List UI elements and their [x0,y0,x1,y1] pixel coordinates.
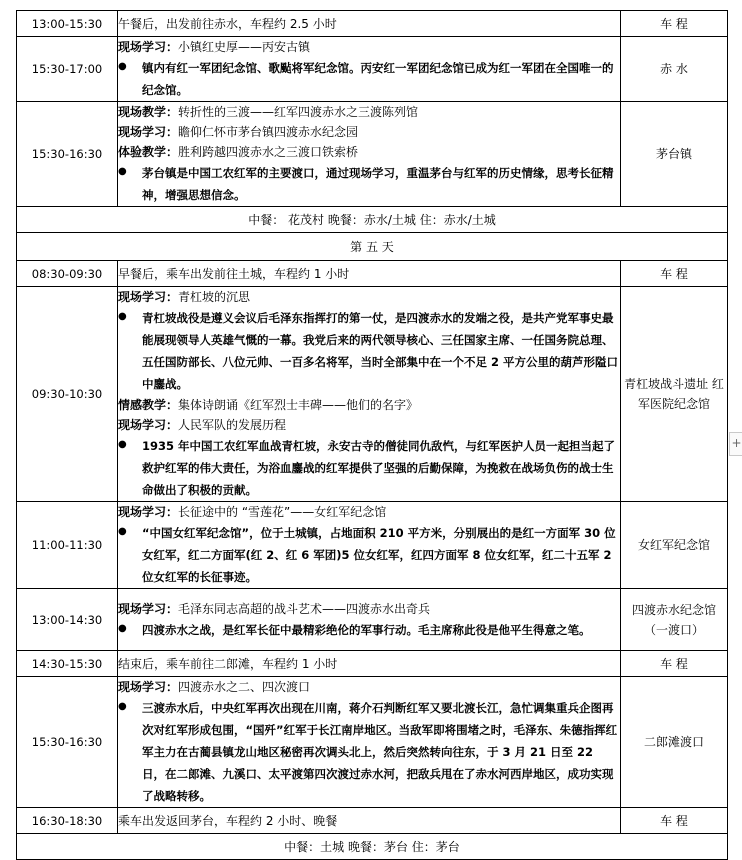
bullet-item [118,697,620,807]
activity-label: 现场学习： [118,418,179,432]
activity-cell [118,589,621,651]
bullet-dot-icon: ● [118,61,127,72]
time-cell: 11:00-11:30 [17,502,118,589]
activity-text: 转折性的三渡——红军四渡赤水之三渡陈列馆 [178,105,419,119]
time-cell: 14:30-15:30 [17,651,118,677]
day-heading: 第 五 天 [17,233,728,261]
activity-cell [118,502,621,589]
bullet-item [118,435,620,501]
bullet-dot-icon: ● [118,166,127,177]
activity-line [118,122,620,142]
meal-info: 中餐： 花茂村 晚餐：赤水/土城 住：赤水/土城 [17,207,728,233]
bullet-dot-icon: ● [118,622,127,634]
activity-label: 体验教学： [118,145,179,159]
activity-line [118,502,620,522]
activity-label: 现场学习： [118,290,179,304]
activity-text: 乘车出发返回茅台，车程约 2 小时、晚餐 [118,813,338,828]
activity-line [118,142,620,162]
schedule-row [17,287,728,502]
location-cell: 赤 水 [621,37,728,102]
bullet-text: 青杠坡战役是遵义会议后毛泽东指挥打的第一仗，是四渡赤水的发端之役，是共产党军事史最能展现领导人英雄气慨的一幕。我党后来的两代领导核心、三任国家主席、一任国务院总理、五任国防部长、八位元帅、一百多名将军，当时全部集中在一个不足 2 平方公里的葫芦形隘口中鏖战。 [142,311,619,391]
activity-line [118,677,620,697]
activity-text: 四渡赤水之二、四次渡口 [178,680,311,694]
activity-text: 小镇红史厚——丙安古镇 [178,40,311,54]
activity-label: 现场学习： [118,125,179,139]
location-cell: 车 程 [621,261,728,287]
activity-text: 毛泽东同志高超的战斗艺术——四渡赤水出奇兵 [178,601,431,616]
location-cell: 车 程 [621,651,728,677]
activity-line [118,599,620,619]
schedule-row [17,677,728,808]
itinerary-body [17,11,728,860]
time-cell: 13:00-15:30 [17,11,118,37]
location-cell: 青杠坡战斗遗址 红军医院纪念馆 [621,287,728,502]
expand-plus-icon[interactable]: + [729,432,742,456]
activity-cell [118,677,621,808]
bullet-item [118,307,620,395]
location-cell: 车 程 [621,808,728,834]
bullet-text: 1935 年中国工农红军血战青杠坡，永安古寺的僧徒同仇敌忾，与红军医护人员一起担当起了救护红军的伟大责任，为浴血鏖战的红军提供了坚强的后勤保障，为挽救在战场负伤的战士生命做出了积极的贡献。 [142,439,616,497]
bullet-item [118,162,620,206]
time-cell: 08:30-09:30 [17,261,118,287]
time-cell: 13:00-14:30 [17,589,118,651]
schedule-row [17,589,728,651]
bullet-text: 三渡赤水后，中央红军再次出现在川南，蒋介石判断红军又要北渡长江，急忙调集重兵企图再次对红军形成包围，“国歼”红军于长江南岸地区。当敌军即将围堵之时，毛泽东、朱德指挥红军主力在古蔺县镇龙山地区秘密再次调头北上，然后突然转向往东，于 3 月 21 日至 22 日，在二郎滩、九溪口、太平渡第四次渡过赤水河，把敌兵甩在了赤水河西岸地区，成功实现了战略转移。 [142,701,618,803]
bullet-item [118,522,620,588]
activity-label: 现场教学： [118,105,179,119]
schedule-row [17,261,728,287]
activity-text: 长征途中的 “雪莲花”——女红军纪念馆 [178,505,387,519]
schedule-row [17,808,728,834]
activity-text: 青杠坡的沉思 [178,290,251,304]
time-cell: 16:30-18:30 [17,808,118,834]
location-cell: 女红军纪念馆 [621,502,728,589]
schedule-row [17,102,728,207]
location-cell: 四渡赤水纪念馆 （一渡口） [621,589,728,651]
bullet-dot-icon: ● [118,526,127,537]
activity-line [118,37,620,57]
activity-line [118,395,620,415]
activity-line [118,102,620,122]
activity-cell [118,37,621,102]
activity-cell [118,261,621,287]
schedule-row [17,37,728,102]
activity-text: 结束后，乘车前往二郎滩，车程约 1 小时 [118,656,338,671]
location-cell: 车 程 [621,11,728,37]
schedule-row [17,502,728,589]
schedule-row [17,651,728,677]
activity-line [118,415,620,435]
bullet-dot-icon: ● [118,439,127,450]
bullet-item [118,57,620,101]
schedule-row [17,11,728,37]
activity-text: 人民军队的发展历程 [178,418,287,432]
bullet-item [118,619,620,641]
activity-label: 现场学习： [118,40,179,54]
time-cell: 15:30-16:30 [17,677,118,808]
activity-cell [118,651,621,677]
location-cell: 二郎滩渡口 [621,677,728,808]
activity-text: 午餐后，出发前往赤水，车程约 2.5 小时 [118,16,337,31]
bullet-dot-icon: ● [118,311,127,322]
activity-text: 瞻仰仁怀市茅台镇四渡赤水纪念园 [178,125,359,139]
activity-text: 早餐后，乘车出发前往土城，车程约 1 小时 [118,266,350,281]
activity-line [118,287,620,307]
location-cell: 茅台镇 [621,102,728,207]
time-cell: 09:30-10:30 [17,287,118,502]
bullet-text: 镇内有红一军团纪念馆、歌颭将军纪念馆。丙安红一军团纪念馆已成为红一军团在全国唯一的纪念馆。 [142,61,614,97]
bullet-dot-icon: ● [118,701,127,712]
activity-text: 集体诗朗诵《红军烈士丰碑——他们的名字》 [178,398,419,412]
activity-cell [118,287,621,502]
meal-row [17,207,728,233]
activity-cell [118,102,621,207]
time-cell: 15:30-16:30 [17,102,118,207]
time-cell: 15:30-17:00 [17,37,118,102]
activity-label: 现场学习： [118,680,179,694]
activity-label: 情感教学： [118,398,179,412]
activity-label: 现场学习： [118,505,179,519]
itinerary-table [16,10,728,860]
bullet-text: 四渡赤水之战，是红军长征中最精彩绝伦的军事行动。毛主席称此役是他平生得意之笔。 [142,622,591,637]
activity-cell [118,11,621,37]
activity-text: 胜利跨越四渡赤水之三渡口铁索桥 [178,145,359,159]
activity-label: 现场学习： [118,601,179,616]
activity-cell [118,808,621,834]
day-row [17,233,728,261]
bullet-text: 茅台镇是中国工农红军的主要渡口，通过现场学习，重温茅台与红军的历史情缘，思考长征精神，增强思想信念。 [142,166,614,202]
meal-row [17,834,728,860]
meal-info: 中餐：土城 晚餐：茅台 住：茅台 [17,834,728,860]
bullet-text: “中国女红军纪念馆”，位于土城镇，占地面积 210 平方米，分别展出的是红一方面军 30 位女红军，红二方面军(红 2、红 6 军团)5 位女红军，红四方面军 8 位女红军，红二十五军 2 位女红军的长征事迹。 [142,526,616,584]
